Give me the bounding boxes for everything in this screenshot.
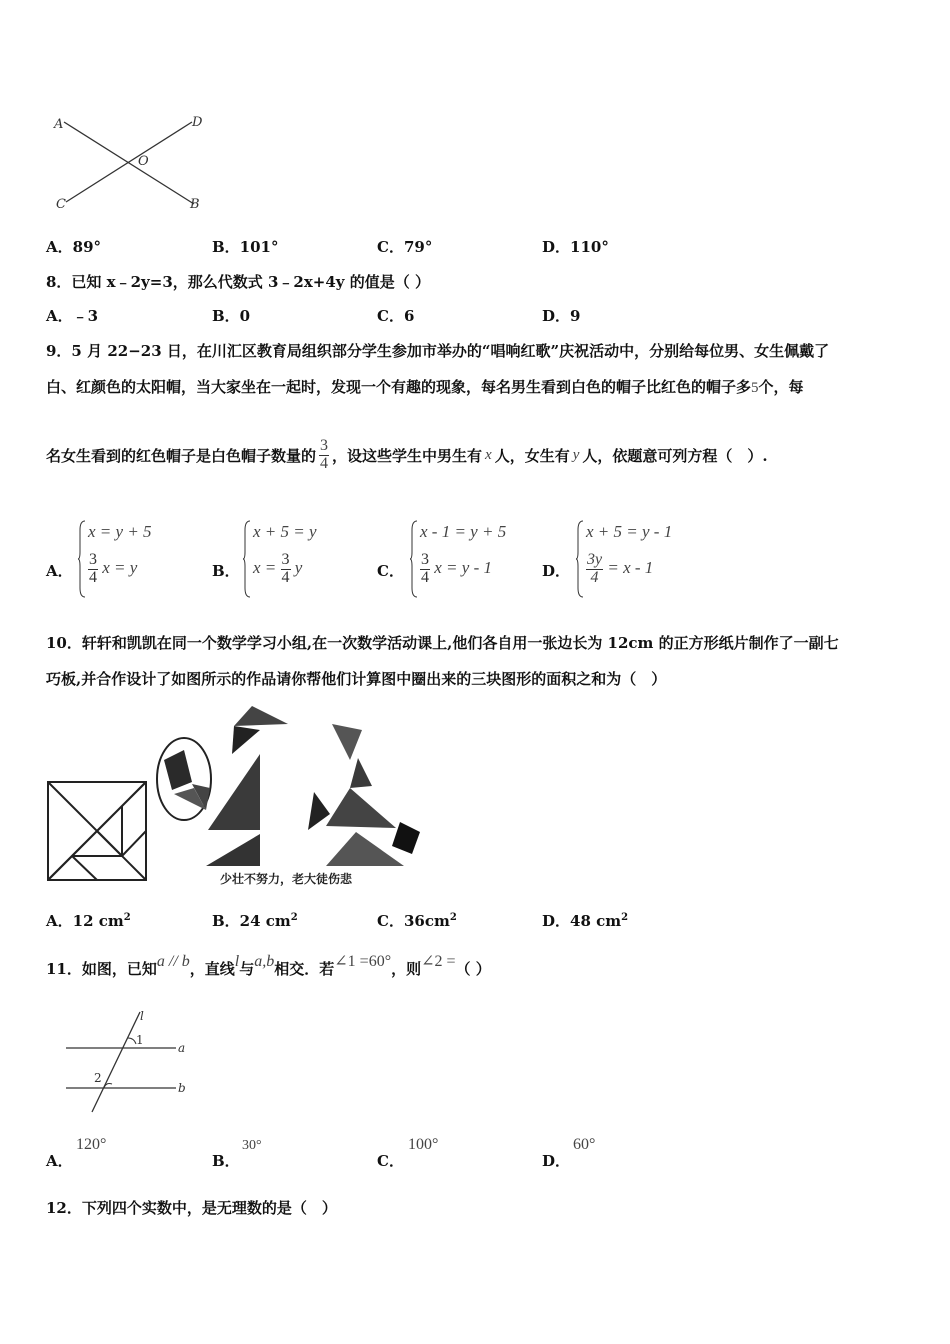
q9-stem-line2 (46, 376, 804, 397)
intersecting-lines-figure (48, 108, 218, 218)
q9-c-row1: x - 1 = y + 5 (420, 522, 507, 541)
q9-b-rest: y (294, 558, 303, 578)
label-b: B (190, 197, 200, 212)
q7-option-a: A．89° (46, 238, 102, 256)
fig-label-a: a (178, 1041, 186, 1055)
fig-label-l: l (140, 1009, 144, 1023)
q9-a-den: 4 (89, 568, 97, 586)
q10-a-sup: 2 (123, 912, 131, 923)
q10-option-d (542, 910, 628, 931)
q11-angle1: ∠1 =60° (334, 953, 392, 970)
tangram-caption: 少壮不努力，老大徒伤悲 (220, 872, 353, 886)
q9-c-num: 3 (421, 551, 429, 568)
q11-mid3: 相交．若 (274, 960, 335, 978)
brace-icon (576, 520, 584, 598)
q10-option-c (377, 910, 457, 931)
parallel-lines-figure (60, 1008, 200, 1118)
q11-option-b-value: 30° (242, 1138, 262, 1153)
q9-b-den: 4 (281, 568, 290, 586)
q8-option-a: A．﹣3 (46, 307, 99, 325)
q9-var-x: x (485, 446, 492, 463)
q7-option-b: B．101° (212, 238, 279, 256)
q11-line-l: l (234, 953, 240, 970)
q9-option-c-system (410, 520, 550, 600)
q9-d-den: 4 (590, 568, 599, 586)
q11-stem (46, 950, 491, 980)
q10-a-text: A．12 cm (46, 912, 124, 930)
brace-icon (410, 520, 418, 598)
q10-c-text: C．36cm (377, 912, 450, 930)
tangram-art-figure (150, 702, 450, 892)
q11-mid4: ，则 (391, 960, 422, 978)
q7-option-c: C．79° (377, 238, 433, 256)
q9-d-row1: x + 5 = y - 1 (586, 522, 673, 541)
q9-c-rest: x = y - 1 (434, 558, 492, 578)
q11-angle2: ∠2 = (421, 953, 456, 970)
q10-option-b (212, 910, 298, 931)
q9-b-pre: x = (253, 558, 277, 578)
q9-option-a-label: A． (46, 562, 73, 580)
q9-option-b-label: B． (212, 562, 240, 580)
label-o: O (138, 154, 149, 169)
q9-fraction (319, 438, 329, 473)
fig-label-2: 2 (94, 1071, 102, 1085)
q9-line2-end: 个，每 (758, 378, 804, 396)
q9-b-row1: x + 5 = y (253, 522, 317, 541)
brace-icon (78, 520, 86, 598)
q11-option-b-label: B． (212, 1152, 240, 1170)
q9-option-c-label: C． (377, 562, 404, 580)
q11-pre: 11．如图，已知 (46, 960, 157, 978)
q9-stem-line3 (46, 438, 768, 473)
q11-ab: a,b (254, 953, 275, 970)
label-c: C (56, 197, 66, 212)
q9-five: 5 (751, 380, 759, 396)
q10-b-sup: 2 (290, 912, 298, 923)
q9-c-row2 (420, 552, 492, 587)
q8-option-d: D．9 (542, 307, 581, 325)
q11-mid1: ，直线 (189, 960, 235, 978)
q9-option-b-system (243, 520, 373, 600)
q10-d-text: D．48 cm (542, 912, 622, 930)
q9-option-d-system (576, 520, 716, 600)
q7-option-d: D．110° (542, 238, 609, 256)
q12-stem: 12．下列四个实数中，是无理数的是（ ） (46, 1199, 337, 1217)
tangram-square-figure (46, 780, 150, 884)
q11-option-c-value: 100° (408, 1136, 439, 1153)
q11-end: （ ） (455, 960, 491, 978)
q10-option-a (46, 910, 131, 931)
q10-stem-line1: 10．轩轩和凯凯在同一个数学学习小组,在一次数学活动课上,他们各自用一张边长为 12cm 的正方形纸片制作了一副七 (46, 634, 839, 652)
q9-a-rest: x = y (102, 558, 138, 578)
q9-a-row1: x = y + 5 (88, 522, 152, 541)
q11-option-c-label: C． (377, 1152, 404, 1170)
q9-d-row2 (586, 552, 653, 587)
q9-c-den: 4 (421, 568, 429, 586)
q11-option-d-label: D． (542, 1152, 571, 1170)
q9-frac-num: 3 (320, 437, 329, 454)
q8-option-c: C．6 (377, 307, 415, 325)
q9-line3-c: 人，女生有 (494, 446, 570, 465)
q11-option-a-label: A． (46, 1152, 73, 1170)
q9-a-num: 3 (89, 551, 97, 568)
fig-label-b: b (178, 1081, 186, 1095)
q8-stem: 8．已知 x﹣2y=3，那么代数式 3﹣2x+4y 的值是（ ） (46, 273, 430, 291)
q9-line3-d: 人，依题意可列方程（ ）. (582, 446, 768, 465)
q9-frac-den: 4 (320, 454, 329, 472)
q10-c-sup: 2 (449, 912, 457, 923)
q9-line2-text: 白、红颜色的太阳帽，当大家坐在一起时，发现一个有趣的现象，每名男生看到白色的帽子比红色的帽子多 (46, 378, 752, 396)
q11-mid2: 与 (239, 960, 255, 978)
q9-b-row2 (253, 552, 302, 587)
q9-line3-text: 名女生看到的红色帽子是白色帽子数量的 (46, 446, 317, 465)
q9-line3-b: ，设这些学生中男生有 (332, 446, 483, 465)
label-a: A (54, 117, 64, 132)
q11-parallel: a // b (156, 953, 190, 970)
q9-var-y: y (572, 446, 580, 463)
q9-d-num: 3y (587, 551, 603, 568)
q9-d-rest: = x - 1 (607, 558, 654, 578)
q11-option-d-value: 60° (573, 1136, 596, 1153)
q10-d-sup: 2 (621, 912, 629, 923)
q8-option-b: B．0 (212, 307, 251, 325)
q9-b-num: 3 (281, 551, 290, 568)
q9-option-d-label: D． (542, 562, 571, 580)
q10-b-text: B．24 cm (212, 912, 291, 930)
q9-stem-line1: 9．5 月 22−23 日，在川汇区教育局组织部分学生参加市举办的“唱响红歌”庆祝活动中，分别给每位男、女生佩戴了 (46, 342, 830, 360)
brace-icon (243, 520, 251, 598)
label-d: D (192, 115, 203, 130)
fig-label-1: 1 (136, 1033, 144, 1047)
q11-option-a-value: 120° (76, 1136, 107, 1153)
q10-stem-line2: 巧板,并合作设计了如图所示的作品请你帮他们计算图中圈出来的三块图形的面积之和为（ ） (46, 670, 667, 688)
q9-a-row2 (88, 552, 137, 587)
q9-option-a-system (78, 520, 208, 600)
